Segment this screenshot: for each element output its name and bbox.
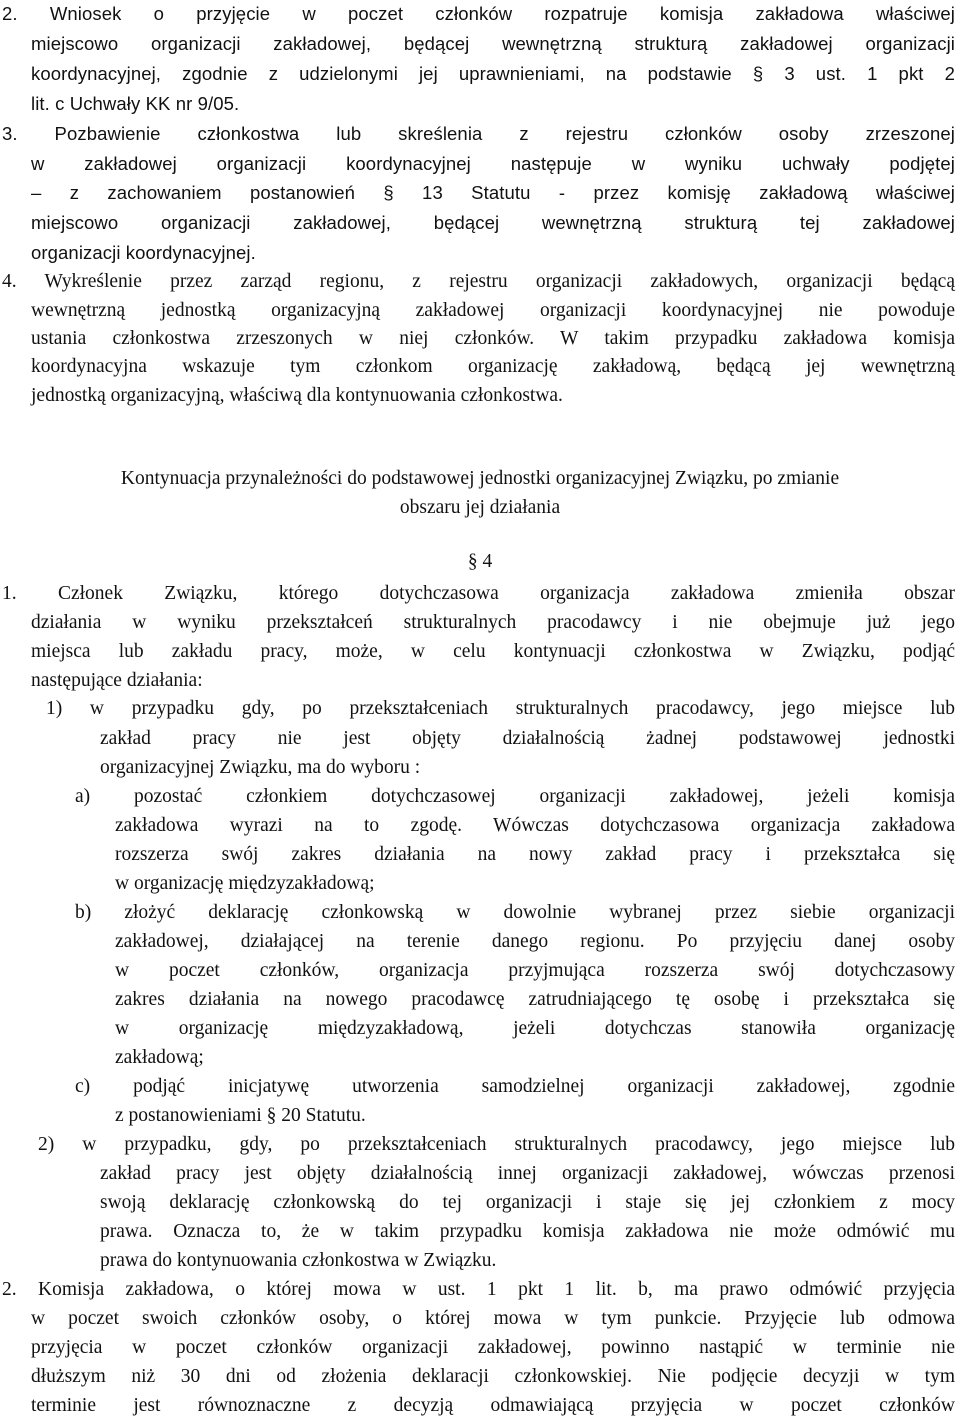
body-line: miejsca lub zakładu pracy, może, w celu kontynuacji członkostwa w Związku, podjąć [31, 641, 955, 662]
body-line: rozszerza swój zakres działania na nowy zakład pracy i przekształca się [115, 844, 955, 865]
intro-line: 2. Wniosek o przyjęcie w poczet członków rozpatruje komisja zakładowa właściwej [2, 3, 955, 24]
section-title-line-2: obszaru jej działania [399, 497, 561, 518]
intro-line: 4. Wykreślenie przez zarząd regionu, z rejestru organizacji zakładowych, organizacji będącą [2, 271, 955, 292]
body-line: prawa. Oznacza to, że w takim przypadku komisja zakładowa nie może odmówić mu [100, 1221, 955, 1242]
section-number: § 4 [467, 551, 493, 572]
intro-line: 3. Pozbawienie członkostwa lub skreślenia z rejestru członków osoby zrzeszonej [2, 123, 955, 144]
body-line: działania w wyniku przekształceń strukturalnych pracodawcy i nie obejmuje już jego [31, 612, 955, 633]
intro-line: – z zachowaniem postanowień § 13 Statutu - przez komisję zakładową właściwej [31, 182, 955, 203]
body-line: 2) w przypadku, gdy, po przekształceniach strukturalnych pracodawcy, jego miejsce lub [38, 1134, 955, 1155]
intro-line: ustania członkostwa zrzeszonych w niej członków. W takim przypadku zakładowa komisja [31, 328, 955, 349]
intro-line: organizacji koordynacyjnej. [31, 242, 256, 263]
section-title-line-1: Kontynuacja przynależności do podstawowej jednostki organizacyjnej Związku, po zmianie [120, 468, 840, 489]
body-line: terminie jest równoznaczne z decyzją odmawiającą przyjęcia w poczet członków [31, 1395, 955, 1416]
body-line: zakładowa wyrazi na to zgodę. Wówczas dotychczasowa organizacja zakładowa [115, 815, 955, 836]
body-line: prawa do kontynuowania członkostwa w Związku. [100, 1250, 497, 1271]
body-line: swoją deklarację członkowską do tej organizacji i staje się jej członkiem z mocy [100, 1192, 955, 1213]
body-line: dłuższym niż 30 dni od złożenia deklaracji członkowskiej. Nie podjęcie decyzji w tym [31, 1366, 955, 1387]
intro-line: lit. c Uchwały KK nr 9/05. [31, 93, 240, 114]
intro-line: koordynacyjnej, zgodnie z udzielonymi jej uprawnieniami, na podstawie § 3 ust. 1 pkt 2 [31, 63, 955, 84]
body-line: w poczet swoich członków osoby, o której mowa w tym punkcie. Przyjęcie lub odmowa [31, 1308, 955, 1329]
body-line: w organizację międzyzakładową; [115, 873, 375, 894]
intro-line: w zakładowej organizacji koordynacyjnej następuje w wyniku uchwały podjętej [31, 153, 955, 174]
body-line: zakładową; [115, 1047, 204, 1068]
body-line: 1. Członek Związku, którego dotychczasowa organizacja zakładowa zmieniła obszar [2, 583, 955, 604]
body-line: b) złożyć deklarację członkowską w dowolnie wybranej przez siebie organizacji [75, 902, 955, 923]
body-line: a) pozostać członkiem dotychczasowej organizacji zakładowej, jeżeli komisja [75, 786, 955, 807]
body-line: 1) w przypadku gdy, po przekształceniach strukturalnych pracodawcy, jego miejsce lub [46, 698, 955, 719]
body-line: 2. Komisja zakładowa, o której mowa w ust. 1 pkt 1 lit. b, ma prawo odmówić przyjęcia [2, 1279, 955, 1300]
intro-line: wewnętrzną jednostką organizacyjną zakładowej organizacji koordynacyjnej nie powoduje [31, 300, 955, 321]
body-line: w organizację międzyzakładową, jeżeli dotychczas stanowiła organizację [115, 1018, 955, 1039]
body-line: przyjęcia w poczet członków organizacji zakładowej, powinno nastąpić w terminie nie [31, 1337, 955, 1358]
body-line: c) podjąć inicjatywę utworzenia samodzielnej organizacji zakładowej, zgodnie [75, 1076, 955, 1097]
intro-line: jednostką organizacyjną, właściwą dla kontynuowania członkostwa. [31, 385, 563, 406]
intro-line: miejscowo organizacji zakładowej, będącej wewnętrzną strukturą zakładowej organizacji [31, 33, 955, 54]
body-line: organizacyjnej Związku, ma do wyboru : [100, 757, 421, 778]
body-line: następujące działania: [31, 670, 203, 691]
intro-line: koordynacyjna wskazuje tym członkom organizację zakładową, będącą jej wewnętrzną [31, 356, 955, 377]
body-line: w poczet członków, organizacja przyjmująca rozszerza swój dotychczasowy [115, 960, 955, 981]
body-line: z postanowieniami § 20 Statutu. [115, 1105, 366, 1126]
body-line: zakład pracy nie jest objęty działalnością żadnej podstawowej jednostki [100, 728, 955, 749]
body-line: zakres działania na nowego pracodawcę zatrudniającego tę osobę i przekształca się [115, 989, 955, 1010]
body-line: zakładowej, działającej na terenie danego regionu. Po przyjęciu danej osoby [115, 931, 955, 952]
intro-line: miejscowo organizacji zakładowej, będącej wewnętrzną strukturą tej zakładowej [31, 212, 955, 233]
body-line: zakład pracy jest objęty działalnością innej organizacji zakładowej, wówczas przenosi [100, 1163, 955, 1184]
